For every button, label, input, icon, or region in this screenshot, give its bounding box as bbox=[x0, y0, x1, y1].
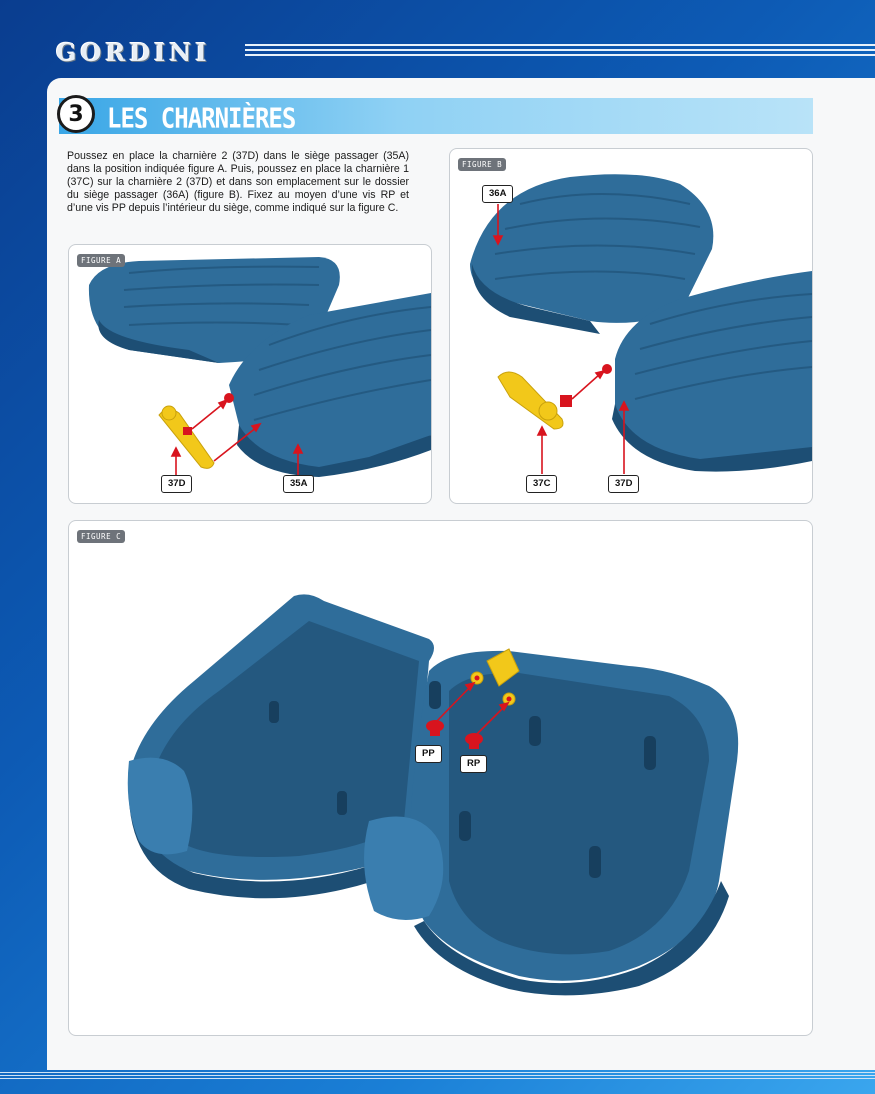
figure-a-tag: FIGURE A bbox=[77, 254, 125, 267]
part-label-36a: 36A bbox=[482, 185, 513, 203]
part-label-35a: 35A bbox=[283, 475, 314, 493]
instructions-text: Poussez en place la charnière 2 (37D) dans le siège passager (35A) dans la position indiquée figure A. Puis, poussez en place la charnière 1 (37C) sur la charnière 2 (37D) et dans son emplacement sur le dossier du siège passager (36A) (figure B). Fixez au moyen d’une vis RP et d’une vis PP depuis l’intérieur du siège, comme indiqué sur la figure C. bbox=[67, 150, 409, 214]
figure-b bbox=[449, 148, 813, 504]
section-number: 3 bbox=[57, 95, 95, 133]
figure-a bbox=[68, 244, 432, 504]
part-label-37d: 37D bbox=[161, 475, 192, 493]
figure-c bbox=[68, 520, 813, 1036]
instruction-page bbox=[47, 78, 875, 1070]
brand-lines bbox=[245, 44, 875, 58]
screw-label-rp: RP bbox=[460, 755, 487, 773]
figure-a-illustration bbox=[69, 245, 431, 503]
brand-logo: GORDINI bbox=[56, 38, 211, 67]
screw-label-pp: PP bbox=[415, 745, 442, 763]
figure-c-illustration bbox=[69, 521, 812, 1035]
figure-b-tag: FIGURE B bbox=[458, 158, 506, 171]
section-header bbox=[59, 98, 813, 134]
section-title: LES CHARNIÈRES bbox=[107, 102, 296, 135]
bottom-rule bbox=[0, 1072, 875, 1076]
figure-c-tag: FIGURE C bbox=[77, 530, 125, 543]
brand-bar bbox=[0, 30, 875, 80]
part-label-37d-b: 37D bbox=[608, 475, 639, 493]
part-label-37c: 37C bbox=[526, 475, 557, 493]
